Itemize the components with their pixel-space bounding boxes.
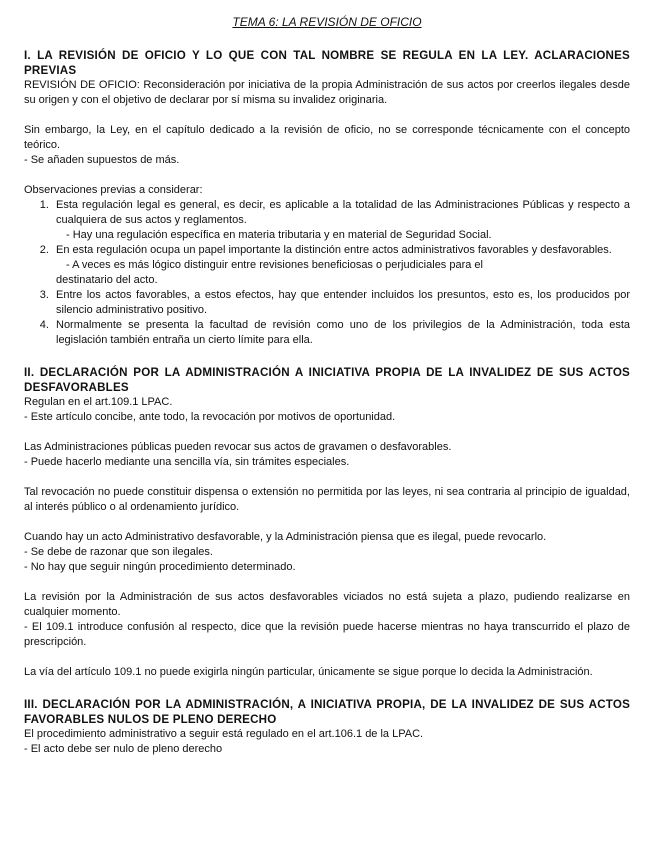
section-3-line: - El acto debe ser nulo de pleno derecho bbox=[24, 743, 223, 755]
section-2-line: - Puede hacerlo mediante una sencilla vía, sin trámites especiales. bbox=[24, 456, 350, 468]
document-title: TEMA 6: LA REVISIÓN DE OFICIO bbox=[232, 15, 422, 29]
observations-intro: Observaciones previas a considerar: bbox=[24, 184, 203, 196]
section-2-line: - No hay que seguir ningún procedimiento determinado. bbox=[24, 561, 296, 573]
section-1-definition: REVISIÓN DE OFICIO: Reconsideración por iniciativa de la propia Administración de sus actos por creerlos ilegales desde su origen y con el objetivo de declarar por sí misma su invalidez originaria. bbox=[24, 79, 630, 106]
list-item: 4. Normalmente se presenta la facultad de revisión como uno de los privilegios de la Administración, toda esta legislación también entraña un cierto límite para ella. bbox=[52, 318, 630, 348]
list-item-note-continued: destinatario del acto. bbox=[56, 274, 158, 286]
observations-list bbox=[24, 198, 630, 348]
section-1-heading: I. LA REVISIÓN DE OFICIO Y LO QUE CON TAL NOMBRE SE REGULA EN LA LEY. ACLARACIONES PREVIAS bbox=[24, 49, 630, 77]
list-item: 3. Entre los actos favorables, a estos efectos, hay que entender incluidos los presuntos, esto es, los producidos por silencio administrativo positivo. bbox=[52, 288, 630, 318]
section-3-line: El procedimiento administrativo a seguir está regulado en el art.106.1 de la LPAC. bbox=[24, 728, 424, 740]
section-2-line: Tal revocación no puede constituir dispensa o extensión no permitida por las leyes, ni sea contraria al principio de igualdad, al interés público o al ordenamiento jurídico. bbox=[24, 486, 630, 513]
section-2-line: Regulan en el art.109.1 LPAC. bbox=[24, 396, 173, 408]
section-2-line: - El 109.1 introduce confusión al respecto, dice que la revisión puede hacerse mientras no haya transcurrido el plazo de prescripción. bbox=[24, 621, 630, 648]
list-item: 2. En esta regulación ocupa un papel importante la distinción entre actos administrativos favorables y desfavorables. - A veces es más lógico distinguir entre revisiones beneficiosas o perjudiciales para el destinatario del acto. bbox=[52, 243, 630, 288]
list-item: 1. Esta regulación legal es general, es decir, es aplicable a la totalidad de las Administraciones Públicas y respecto a cualquiera de sus actos y reglamentos. - Hay una regulación específica en materia tributaria y en material de Seguridad Social. bbox=[52, 198, 630, 243]
section-2-line: Las Administraciones públicas pueden revocar sus actos de gravamen o desfavorables. bbox=[24, 441, 452, 453]
section-1-note: - Se añaden supuestos de más. bbox=[24, 154, 180, 166]
section-2-line: - Se debe de razonar que son ilegales. bbox=[24, 546, 213, 558]
section-2-line: Cuando hay un acto Administrativo desfavorable, y la Administración piensa que es ilegal, puede revocarlo. bbox=[24, 531, 547, 543]
section-3-heading: III. DECLARACIÓN POR LA ADMINISTRACIÓN, A INICIATIVA PROPIA, DE LA INVALIDEZ DE SUS ACTOS FAVORABLES NULOS DE PLENO DERECHO bbox=[24, 698, 630, 726]
section-2-heading: II. DECLARACIÓN POR LA ADMINISTRACIÓN A INICIATIVA PROPIA DE LA INVALIDEZ DE SUS ACTOS DESFAVORABLES bbox=[24, 366, 630, 394]
section-2-line: La revisión por la Administración de sus actos desfavorables viciados no está sujeta a plazo, pudiendo realizarse en cualquier momento. bbox=[24, 591, 630, 618]
section-2-line: La vía del artículo 109.1 no puede exigirla ningún particular, únicamente se sigue porque lo decida la Administración. bbox=[24, 666, 593, 678]
section-1-paragraph: Sin embargo, la Ley, en el capítulo dedicado a la revisión de oficio, no se corresponde técnicamente con el concepto teórico. bbox=[24, 124, 630, 151]
section-2-line: - Este artículo concibe, ante todo, la revocación por motivos de oportunidad. bbox=[24, 411, 396, 423]
document-page bbox=[24, 14, 630, 757]
list-item-note: - Hay una regulación específica en materia tributaria y en material de Seguridad Social. bbox=[66, 229, 492, 241]
list-item-note: - A veces es más lógico distinguir entre revisiones beneficiosas o perjudiciales para el bbox=[66, 259, 483, 271]
